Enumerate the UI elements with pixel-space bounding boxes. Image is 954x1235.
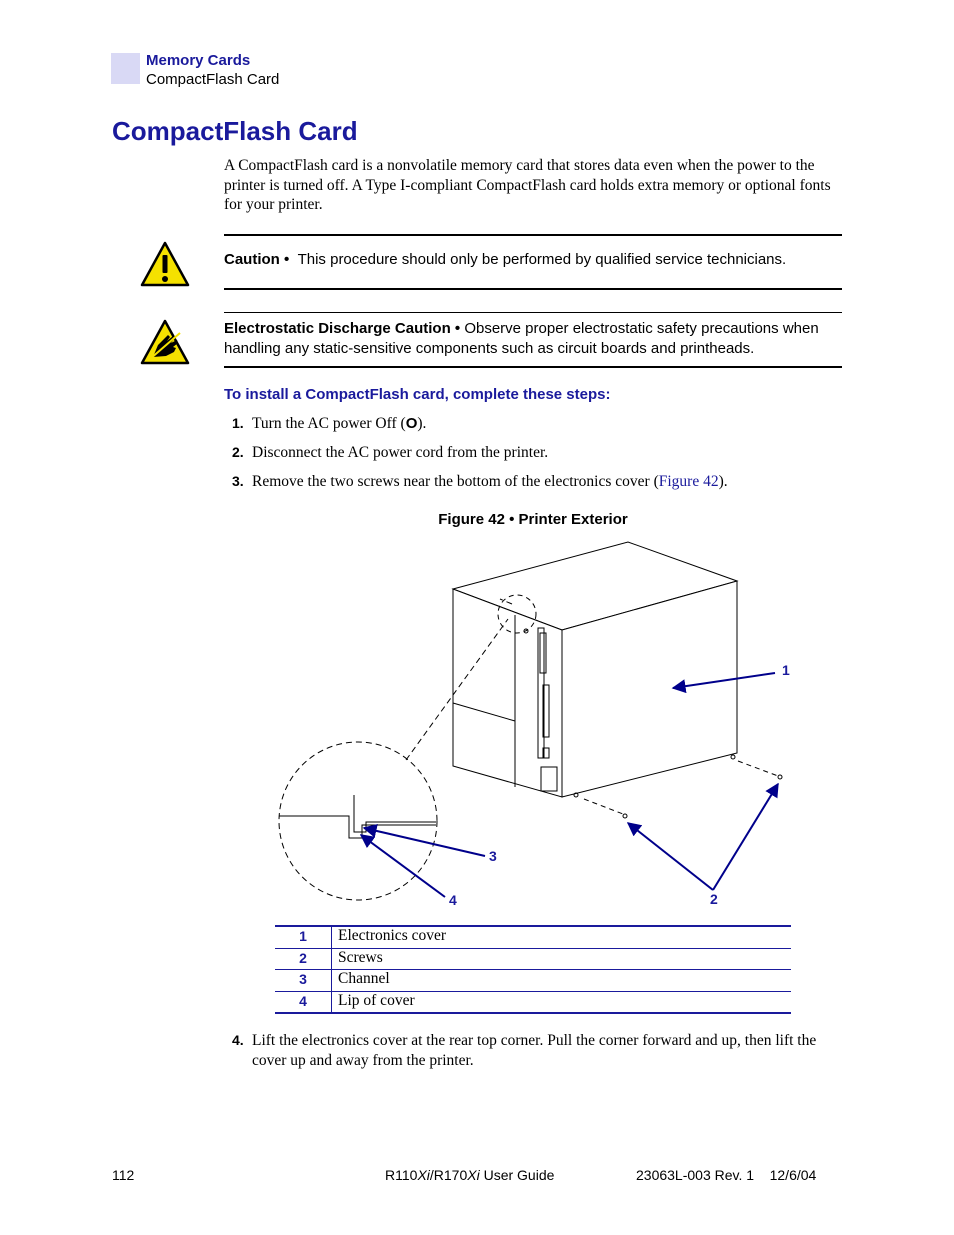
callout-1: 1 [782, 662, 790, 678]
header-chapter: Memory Cards [146, 52, 251, 69]
caution-bottom-rule [224, 288, 842, 290]
footer-page-number: 112 [112, 1167, 135, 1183]
step-number: 2. [232, 444, 244, 460]
legend-label: Electronics cover [332, 926, 792, 948]
caution-text: This procedure should only be performed by qualified service technicians. [297, 251, 787, 268]
esd-note [224, 319, 844, 358]
step-number: 4. [232, 1032, 244, 1048]
warning-triangle-icon [140, 241, 190, 287]
footer-guide-title: R110Xi/R170Xi User Guide [385, 1167, 555, 1183]
page-title: CompactFlash Card [112, 116, 358, 146]
legend-number: 2 [275, 948, 332, 970]
step-3: 3. Remove the two screws near the bottom of the electronics cover (Figure 42). [232, 473, 728, 490]
legend-label: Screws [332, 948, 792, 970]
legend-label: Lip of cover [332, 991, 792, 1013]
legend-label: Channel [332, 970, 792, 992]
footer-doc-info: 23063L-003 Rev. 1 12/6/04 [636, 1167, 817, 1183]
table-row [275, 926, 791, 948]
caution-label: Caution • [224, 251, 290, 268]
esd-top-rule [224, 312, 842, 313]
figure-caption: Figure 42 • Printer Exterior [438, 511, 628, 528]
esd-label: Electrostatic Discharge Caution • [224, 320, 461, 337]
procedure-heading: To install a CompactFlash card, complete these steps: [224, 386, 611, 403]
callout-4: 4 [449, 892, 457, 908]
table-row [275, 948, 791, 970]
header-section: CompactFlash Card [146, 71, 280, 88]
esd-text: Observe proper electrostatic safety precautions when handling any static-sensitive components such as circuit boards and printheads. [224, 320, 819, 357]
step-4: 4. Lift the electronics cover at the rear top corner. Pull the corner forward and up, then lift the cover up and away from the printer. [232, 1032, 817, 1069]
intro-paragraph: A CompactFlash card is a nonvolatile memory card that stores data even when the power to the printer is turned off. A Type I-compliant CompactFlash card holds extra memory or optional fonts for your printer. [224, 157, 831, 213]
esd-hand-icon [140, 319, 190, 365]
power-off-symbol: O [405, 415, 418, 432]
table-row [275, 991, 791, 1013]
step-2: 2. Disconnect the AC power cord from the printer. [232, 444, 549, 461]
caution-note [224, 251, 786, 268]
esd-bottom-rule [224, 366, 842, 368]
caution-top-rule [224, 234, 842, 236]
header-color-block [111, 53, 140, 84]
step-1: 1. Turn the AC power Off (O). [232, 415, 427, 432]
figure-42-link[interactable]: Figure 42 [658, 473, 719, 490]
callout-3: 3 [489, 848, 497, 864]
table-row [275, 970, 791, 992]
callout-2: 2 [710, 891, 718, 907]
step-number: 3. [232, 473, 244, 489]
printer-exterior-figure [260, 535, 820, 920]
legend-number: 3 [275, 970, 332, 992]
step-number: 1. [232, 415, 244, 431]
legend-number: 4 [275, 991, 332, 1013]
legend-number: 1 [275, 926, 332, 948]
figure-legend-table [275, 925, 791, 1014]
